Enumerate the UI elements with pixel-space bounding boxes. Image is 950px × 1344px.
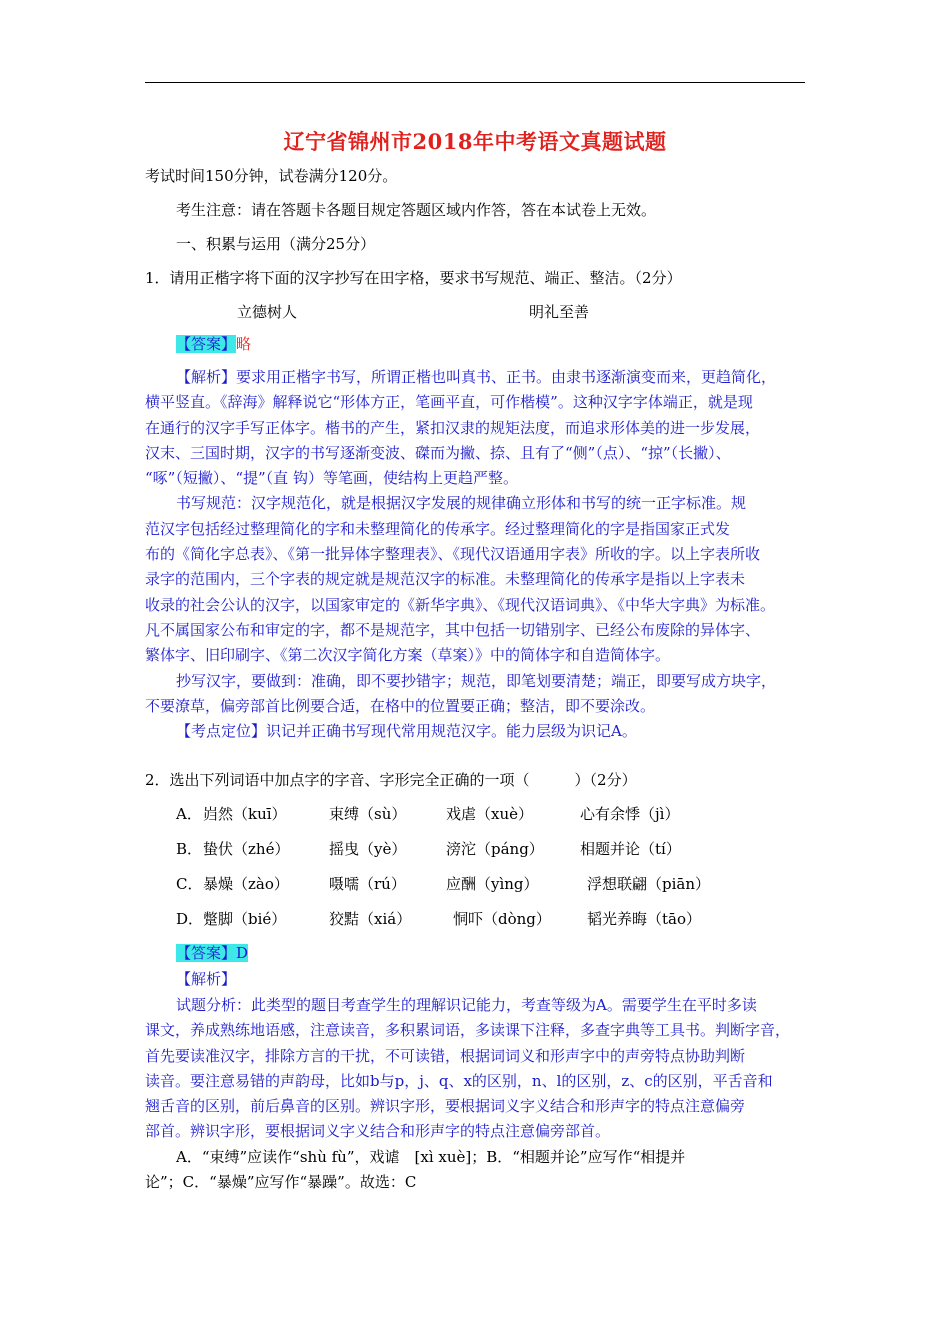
q2-stem: 2．选出下列词语中加点字的字音、字形完全正确的一项（ ）（2分） [145, 771, 637, 789]
header-rule [145, 82, 805, 83]
analysis-line: 在通行的汉字手写正体字。楷书的产生，紧扣汉隶的规矩法度，而追求形体美的进一步发展， [145, 418, 761, 437]
analysis-line: 横平竖直。《辞海》解释说它“形体方正，笔画平直，可作楷模”。这种汉字字体端正，就是现 [145, 393, 753, 412]
analysis-line: 书写规范：汉字规范化，就是根据汉字发展的规律确立形体和书写的统一正字标准。规 [176, 494, 747, 513]
option-item: 戏虐（xuè） [446, 805, 533, 823]
q2-analysis [145, 993, 805, 1195]
exam-time: 考试时间150分钟，试卷满分120分。 [145, 167, 398, 185]
option-item: 狡黠（xiá） [329, 910, 412, 928]
analysis-line: 首先要读准汉字，排除方言的干扰，不可读错，根据词词义和形声字中的声旁特点协助判断 [145, 1046, 746, 1065]
analysis-line: 论”；C．“暴燥”应写作“暴躁”。故选：C [145, 1173, 417, 1192]
q1-answer [176, 334, 251, 354]
option-item: 嗫嚅（rú） [329, 875, 406, 893]
section-heading: 一、积累与运用（满分25分） [176, 235, 376, 253]
option-item: 恫吓（dòng） [453, 910, 551, 928]
option-item: 滂沱（páng） [446, 840, 544, 858]
option-item: 暴燥（zào） [203, 875, 289, 893]
option-label: D． [176, 910, 204, 928]
analysis-line: 范汉字包括经过整理简化的字和未整理简化的传承字。经过整理简化的字是指国家正式发 [145, 519, 731, 538]
analysis-line: A．“束缚”应读作“shù fù”，戏谑 [xì xuè]；B．“相题并论”应写作“相提并 [176, 1147, 686, 1166]
option-item: 蛰伏（zhé） [203, 840, 290, 858]
analysis-line: 不要潦草，偏旁部首比例要合适，在格中的位置要正确；整洁，即不要涂改。 [145, 696, 656, 715]
q2-answer [176, 943, 248, 963]
option-item: 应酬（yìng） [446, 875, 539, 893]
q1-stem: 1．请用正楷字将下面的汉字抄写在田字格，要求书写规范、端正、整洁。（2分） [145, 269, 682, 287]
analysis-line: “啄”（短撇）、“提”（直 钩）等笔画，使结构上更趋严整。 [145, 469, 518, 488]
option-item: 束缚（sù） [329, 805, 407, 823]
option-label: C． [176, 875, 203, 893]
option-item: 摇曳（yè） [329, 840, 407, 858]
analysis-line: 收录的社会公认的汉字，以国家审定的《新华字典》、《现代汉语词典》、《中华大字典》为标准。 [145, 595, 776, 614]
exam-notice: 考生注意：请在答题卡各题目规定答题区域内作答，答在本试卷上无效。 [176, 201, 657, 219]
analysis-line: 录字的范围内，三个字表的规定就是规范汉字的标准。未整理简化的传承字是指以上字表未 [145, 570, 746, 589]
option-item: 相题并论（tí） [580, 840, 681, 858]
option-item: 心有余悸（jì） [580, 805, 680, 823]
q1-phrase-left: 立德树人 [237, 303, 298, 321]
analysis-line: 【解析】要求用正楷字书写，所谓正楷也叫真书、正书。由隶书逐渐演变而来，更趋简化， [176, 368, 777, 386]
option-item: 岿然（kuī） [203, 805, 287, 823]
page-title: 辽宁省锦州市2018年中考语文真题试题 [283, 129, 667, 154]
option-item: 蹩脚（bié） [203, 910, 287, 928]
analysis-line: 凡不属国家公布和审定的字，都不是规范字，其中包括一切错别字、已经公布废除的异体字、 [145, 620, 761, 639]
option-label: B． [176, 840, 203, 858]
option-item: 韬光养晦（tāo） [587, 910, 702, 928]
analysis-line: 抄写汉字，要做到：准确，即不要抄错字；规范，即笔划要清楚；端正，即要写成方块字， [176, 671, 777, 690]
option-label: A． [176, 805, 202, 823]
analysis-line: 【考点定位】识记并正确书写现代常用规范汉字。能力层级为识记A。 [176, 722, 637, 741]
answer-tag: 【答案】 [176, 335, 237, 353]
analysis-line: 翘舌音的区别，前后鼻音的区别。辨识字形，要根据词义字义结合和形声字的特点注意偏旁 [145, 1097, 746, 1116]
option-item: 浮想联翩（piān） [587, 875, 711, 893]
answer-tag: 【答案】D [176, 944, 249, 962]
analysis-line: 试题分析：此类型的题目考查学生的理解识记能力，考查等级为A。需要学生在平时多读 [176, 996, 757, 1014]
q1-phrase-right: 明礼至善 [529, 303, 590, 321]
q1-analysis [145, 365, 805, 744]
analysis-line: 读音。要注意易错的声韵母，比如b与p，j、q、x的区别，n、l的区别，z、c的区别，平舌音和 [145, 1071, 773, 1090]
analysis-line: 布的《简化字总表》、《第一批异体字整理表》、《现代汉语通用字表》所收的字。以上字表所收 [145, 545, 761, 564]
analysis-line: 繁体字、旧印刷字、《第二次汉字简化方案（草案）》中的简体字和自造简体字。 [145, 646, 671, 665]
analysis-line: 汉末、三国时期，汉字的书写逐渐变波、磔而为撇、捺、且有了“侧”（点）、“掠”（长撇）、 [145, 443, 731, 462]
answer-text: 略 [236, 335, 252, 353]
q2-analysis-tag: 【解析】 [176, 970, 237, 988]
analysis-line: 课文，养成熟练地语感，注意读音，多积累词语，多读课下注释，多查字典等工具书。判断字音， [145, 1021, 791, 1040]
analysis-line: 部首。辨识字形，要根据词义字义结合和形声字的特点注意偏旁部首。 [145, 1122, 611, 1141]
